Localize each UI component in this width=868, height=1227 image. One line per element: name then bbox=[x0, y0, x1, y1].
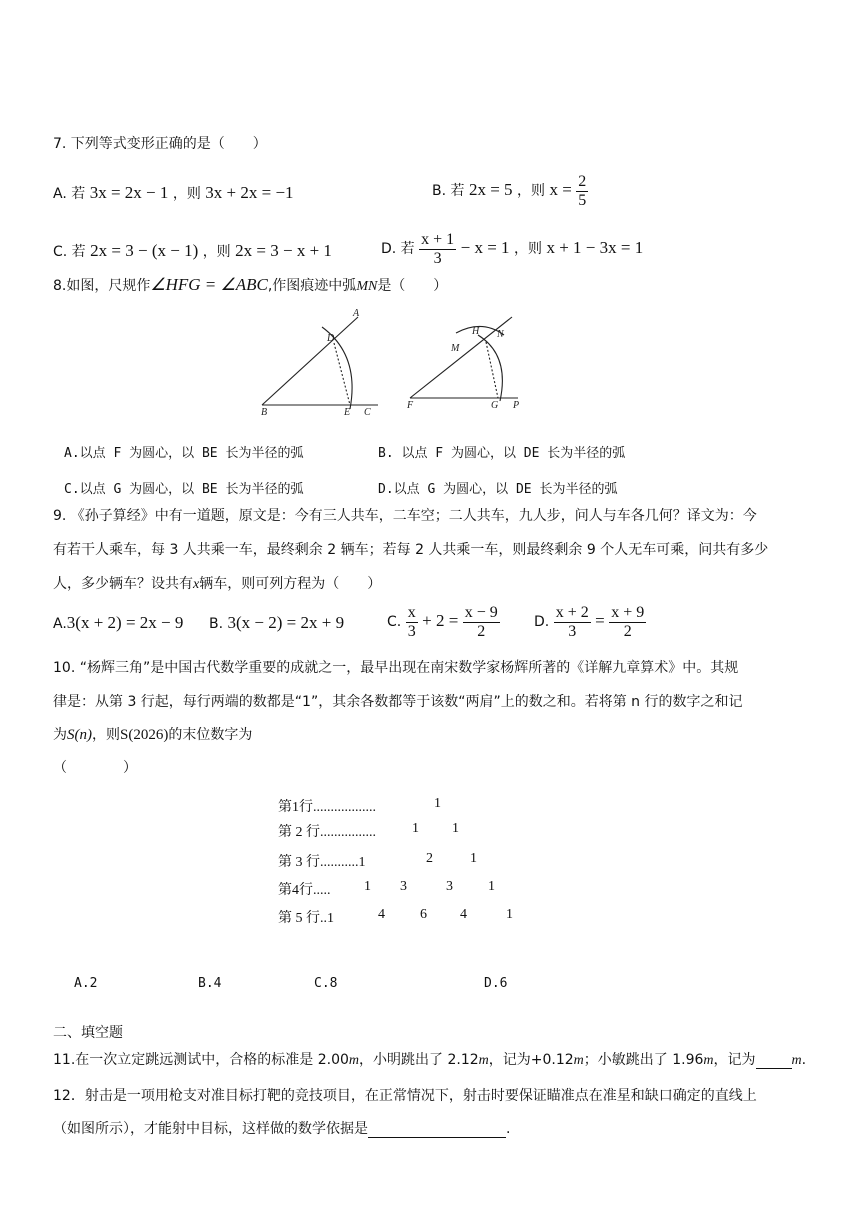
q12-line2: （如图所示），才能射中目标，这样做的数学依据是 . bbox=[53, 1121, 511, 1137]
answer-blank[interactable] bbox=[368, 1121, 506, 1138]
q8-option-b[interactable]: B. 以点 F 为圆心，以 DE 长为半径的弧 bbox=[378, 446, 626, 461]
q10-option-c[interactable]: C.8 bbox=[314, 976, 338, 991]
q9-option-c[interactable]: C. $\frac{x}{3}$ + 2 = $\frac{x - 9}{2}$ bbox=[387, 604, 498, 640]
ray-ba bbox=[262, 317, 358, 405]
q7-option-b[interactable]: B. 若 2x = 5 ，则 x = $\frac{2}{5}$ bbox=[432, 173, 587, 209]
label-m: M bbox=[451, 343, 460, 354]
q8-option-c[interactable]: C.以点 G 为圆心，以 BE 长为半径的弧 bbox=[64, 482, 304, 497]
q10-line1: 10. “杨辉三角”是中国古代数学重要的成就之一，最早出现在南宋数学家杨辉所著的《详解九章算术》中。其规 bbox=[53, 660, 739, 676]
triangle-row-3: 第 3 行...........1 2 1 bbox=[278, 851, 477, 870]
q8-stem: 8.如图，尺规作∠HFG = ∠ABC,作图痕迹中弧MN是（ ） bbox=[53, 275, 448, 294]
answer-blank[interactable] bbox=[756, 1052, 792, 1069]
q9-line2: 有若干人乘车，每 3 人共乘一车，最终剩余 2 辆车；若每 2 人共乘一车，则最终剩余 9 个人无车可乘，问共有多少 bbox=[53, 542, 769, 558]
q7-option-a[interactable]: A. 若 3x = 2x − 1 ，则 3x + 2x = −1 bbox=[53, 183, 294, 202]
q8-option-a[interactable]: A.以点 F 为圆心，以 BE 长为半径的弧 bbox=[64, 446, 304, 461]
fraction: $\frac{2}{5}$ bbox=[578, 173, 587, 209]
fraction: $\frac{x - 9}{2}$ bbox=[464, 604, 498, 640]
q7-option-d[interactable]: D. 若 $\frac{x + 1}{3}$ − x = 1 ，则 x + 1 − 3x = 1 bbox=[381, 231, 644, 267]
fraction: $\frac{x}{3}$ bbox=[407, 604, 416, 640]
triangle-row-1: 第1行.................. 1 bbox=[278, 796, 441, 815]
label-h: H bbox=[472, 326, 480, 337]
q7-stem: 7. 下列等式变形正确的是（ ） bbox=[53, 136, 267, 152]
label-d: D bbox=[327, 333, 335, 344]
q9-line3: 人，多少辆车？设共有x辆车，则可列方程为（ ） bbox=[53, 576, 382, 592]
q8-option-d[interactable]: D.以点 G 为圆心，以 DE 长为半径的弧 bbox=[378, 482, 618, 497]
q9-option-b[interactable]: B. 3(x − 2) = 2x + 9 bbox=[209, 613, 345, 632]
fraction: $\frac{x + 9}{2}$ bbox=[611, 604, 645, 640]
q10-line2: 律是：从第 3 行起，每行两端的数都是“1”，其余各数都等于该数“两肩”上的数之和。若将第 n 行的数字之和记 bbox=[53, 694, 743, 710]
q9-option-d[interactable]: D. $\frac{x + 2}{3}$ = $\frac{x + 9}{2}$ bbox=[534, 604, 645, 640]
q11: 11.在一次立定跳远测试中，合格的标准是 2.00m，小明跳出了 2.12m，记为+0.12m；小敏跳出了 1.96m，记为 m. bbox=[53, 1052, 807, 1068]
q9-line1: 9. 《孙子算经》中有一道题，原文是：今有三人共车，二车空；二人共车，九人步，问人与车各几何？译文为：今 bbox=[53, 508, 757, 524]
label-c: C bbox=[364, 407, 371, 418]
q10-option-d[interactable]: D.6 bbox=[484, 976, 508, 991]
triangle-row-2: 第 2 行................ 1 1 bbox=[278, 821, 459, 840]
triangle-row-4: 第4行..... 1 3 3 1 bbox=[278, 879, 495, 898]
q10-line3: 为S(n)，则S(2026)的末位数字为 bbox=[53, 727, 253, 743]
label-e: E bbox=[344, 407, 351, 418]
q12-line1: 12．射击是一项用枪支对准目标打靶的竞技项目，在正常情况下，射击时要保证瞄准点在准星和缺口确定的直线上 bbox=[53, 1088, 757, 1104]
label-a: A bbox=[353, 308, 360, 319]
q7-option-c[interactable]: C. 若 2x = 3 − (x − 1) ，则 2x = 3 − x + 1 bbox=[53, 241, 332, 260]
q10-option-a[interactable]: A.2 bbox=[74, 976, 98, 991]
label-g: G bbox=[491, 400, 499, 411]
triangle-row-5: 第 5 行..1 4 6 4 1 bbox=[278, 907, 513, 926]
q10-option-b[interactable]: B.4 bbox=[198, 976, 222, 991]
chord-de bbox=[334, 343, 350, 405]
label-f: F bbox=[407, 400, 414, 411]
q9-option-a[interactable]: A.3(x + 2) = 2x − 9 bbox=[53, 613, 184, 632]
section-heading: 二、填空题 bbox=[53, 1025, 123, 1041]
chord-gh bbox=[486, 342, 498, 398]
q10-answer-paren: （ ） bbox=[53, 760, 137, 776]
fraction: $\frac{x + 2}{3}$ bbox=[555, 604, 589, 640]
label-n: N bbox=[497, 329, 504, 340]
arc-gh bbox=[478, 335, 502, 401]
fraction: $\frac{x + 1}{3}$ bbox=[421, 231, 455, 267]
q8-figure bbox=[250, 305, 540, 420]
label-b: B bbox=[261, 407, 268, 418]
label-p: P bbox=[513, 400, 520, 411]
